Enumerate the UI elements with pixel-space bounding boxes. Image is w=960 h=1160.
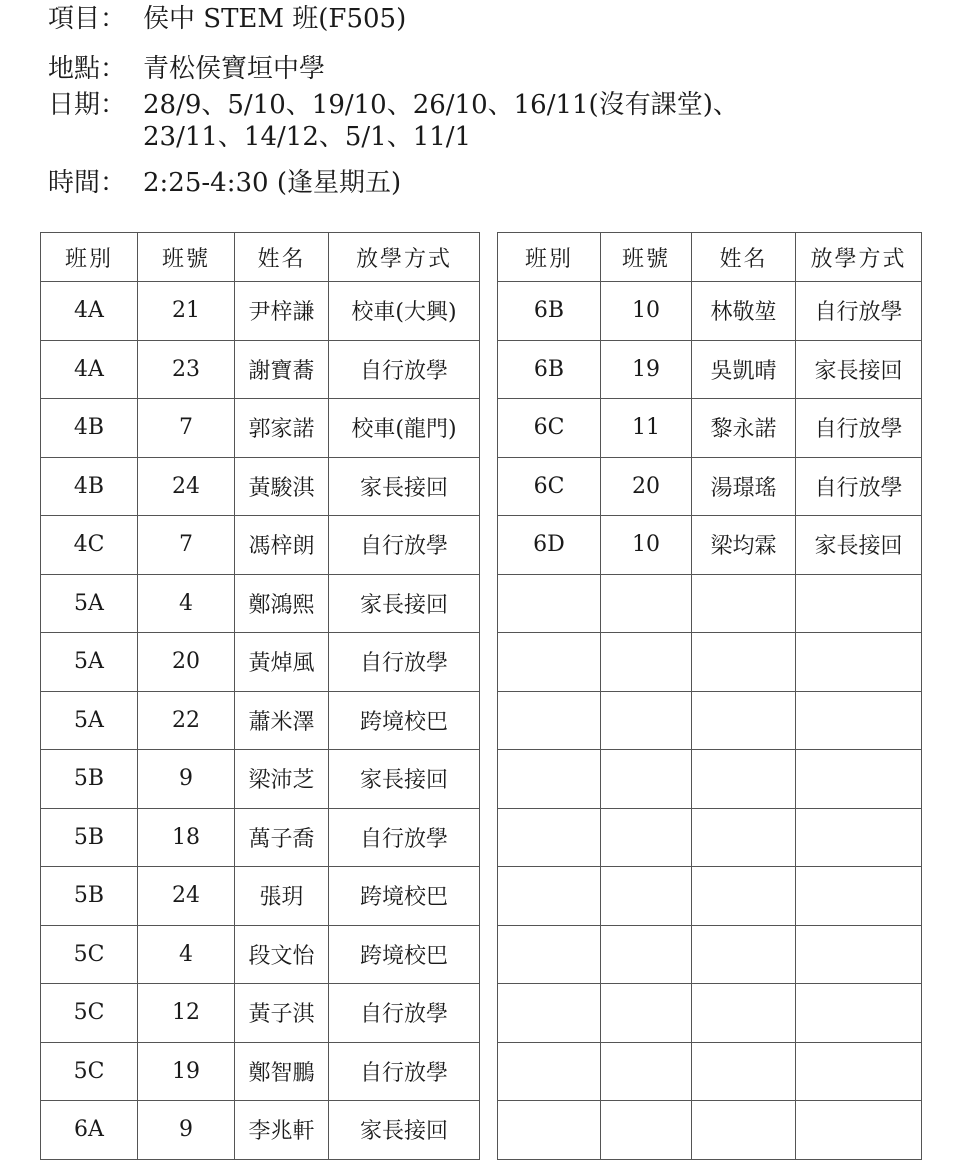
cell-name: 謝寶蕎 xyxy=(235,340,329,399)
cell-class-number: 21 xyxy=(138,282,235,341)
project-label: 項目： xyxy=(48,4,127,34)
cell-class-number: 23 xyxy=(138,340,235,399)
cell-class-number: 4 xyxy=(138,925,235,984)
cell-name xyxy=(692,808,796,867)
table-row xyxy=(498,808,922,867)
cell-class-number xyxy=(601,633,692,692)
table-right-header xyxy=(498,233,922,282)
cell-dismissal-method: 校車(龍門) xyxy=(329,399,480,458)
cell-dismissal-method xyxy=(796,574,922,633)
cell-dismissal-method: 家長接回 xyxy=(329,457,480,516)
cell-dismissal-method xyxy=(796,925,922,984)
cell-name xyxy=(692,1101,796,1160)
cell-class: 6C xyxy=(498,399,601,458)
cell-name: 湯璟瑤 xyxy=(692,457,796,516)
cell-dismissal-method xyxy=(796,1101,922,1160)
header-row xyxy=(41,233,480,282)
cell-dismissal-method: 自行放學 xyxy=(796,457,922,516)
cell-class-number xyxy=(601,1101,692,1160)
table-row xyxy=(41,1101,480,1160)
cell-class: 6A xyxy=(41,1101,138,1160)
cell-dismissal-method: 跨境校巴 xyxy=(329,925,480,984)
table-row xyxy=(41,282,480,341)
table-row xyxy=(41,808,480,867)
cell-dismissal-method: 自行放學 xyxy=(329,633,480,692)
table-row xyxy=(498,1101,922,1160)
cell-name: 蕭米澤 xyxy=(235,691,329,750)
cell-class-number: 10 xyxy=(601,516,692,575)
cell-dismissal-method: 家長接回 xyxy=(329,1101,480,1160)
student-table-right xyxy=(497,232,922,1160)
column-header-name: 姓名 xyxy=(235,233,329,282)
project-value: 侯中 STEM 班(F505) xyxy=(143,4,407,34)
cell-class-number: 9 xyxy=(138,750,235,809)
cell-dismissal-method: 家長接回 xyxy=(329,750,480,809)
cell-dismissal-method: 自行放學 xyxy=(796,399,922,458)
table-left-header xyxy=(41,233,480,282)
cell-class xyxy=(498,633,601,692)
table-row xyxy=(41,340,480,399)
cell-class xyxy=(498,925,601,984)
cell-class-number: 20 xyxy=(601,457,692,516)
cell-dismissal-method: 校車(大興) xyxy=(329,282,480,341)
cell-name: 林敬堃 xyxy=(692,282,796,341)
cell-name: 張玥 xyxy=(235,867,329,926)
dates-value-line1: 28/9、5/10、19/10、26/10、16/11(沒有課堂)、 xyxy=(143,90,739,120)
cell-class-number: 20 xyxy=(138,633,235,692)
cell-class: 5B xyxy=(41,750,138,809)
cell-class: 4B xyxy=(41,457,138,516)
cell-class: 5C xyxy=(41,984,138,1043)
table-row xyxy=(498,399,922,458)
cell-dismissal-method xyxy=(796,750,922,809)
cell-class-number: 7 xyxy=(138,516,235,575)
cell-name xyxy=(692,1042,796,1101)
cell-class: 5A xyxy=(41,574,138,633)
table-row xyxy=(41,984,480,1043)
cell-class-number: 11 xyxy=(601,399,692,458)
table-row xyxy=(41,1042,480,1101)
cell-class xyxy=(498,750,601,809)
cell-class: 5B xyxy=(41,867,138,926)
cell-class-number: 12 xyxy=(138,984,235,1043)
table-row xyxy=(41,867,480,926)
cell-dismissal-method xyxy=(796,1042,922,1101)
cell-dismissal-method: 家長接回 xyxy=(796,516,922,575)
table-row xyxy=(498,867,922,926)
cell-class: 6D xyxy=(498,516,601,575)
cell-dismissal-method: 自行放學 xyxy=(329,516,480,575)
cell-name xyxy=(692,691,796,750)
cell-class-number: 10 xyxy=(601,282,692,341)
cell-class-number xyxy=(601,750,692,809)
cell-dismissal-method xyxy=(796,808,922,867)
cell-class: 5A xyxy=(41,691,138,750)
cell-name: 尹梓謙 xyxy=(235,282,329,341)
cell-class xyxy=(498,808,601,867)
table-row xyxy=(498,633,922,692)
cell-name: 梁沛芝 xyxy=(235,750,329,809)
table-row xyxy=(498,925,922,984)
table-row xyxy=(498,282,922,341)
table-row xyxy=(498,984,922,1043)
cell-dismissal-method xyxy=(796,867,922,926)
dates-line xyxy=(48,89,739,122)
cell-class-number: 22 xyxy=(138,691,235,750)
cell-name: 鄭鴻熙 xyxy=(235,574,329,633)
cell-dismissal-method: 自行放學 xyxy=(329,1042,480,1101)
cell-name xyxy=(692,750,796,809)
cell-dismissal-method: 自行放學 xyxy=(329,808,480,867)
cell-name: 黃子淇 xyxy=(235,984,329,1043)
cell-dismissal-method: 自行放學 xyxy=(329,340,480,399)
cell-name: 郭家諾 xyxy=(235,399,329,458)
column-header-name: 姓名 xyxy=(692,233,796,282)
cell-class-number: 19 xyxy=(601,340,692,399)
table-row xyxy=(41,516,480,575)
cell-class: 5B xyxy=(41,808,138,867)
table-row xyxy=(41,925,480,984)
venue-line xyxy=(48,53,325,86)
cell-class xyxy=(498,1101,601,1160)
student-table-left xyxy=(40,232,480,1160)
cell-name: 吳凱晴 xyxy=(692,340,796,399)
date-label: 日期： xyxy=(48,90,127,120)
cell-class-number: 24 xyxy=(138,867,235,926)
column-header-class-number: 班號 xyxy=(601,233,692,282)
dates-value-line2: 23/11、14/12、5/1、11/1 xyxy=(143,122,472,152)
cell-name: 黎永諾 xyxy=(692,399,796,458)
table-row xyxy=(41,457,480,516)
cell-class xyxy=(498,1042,601,1101)
column-header-class-number: 班號 xyxy=(138,233,235,282)
cell-dismissal-method: 自行放學 xyxy=(796,282,922,341)
cell-class-number: 9 xyxy=(138,1101,235,1160)
cell-dismissal-method xyxy=(796,691,922,750)
column-header-class: 班別 xyxy=(498,233,601,282)
table-row xyxy=(498,691,922,750)
column-header-class: 班別 xyxy=(41,233,138,282)
cell-class xyxy=(498,574,601,633)
cell-class: 5C xyxy=(41,1042,138,1101)
cell-class xyxy=(498,984,601,1043)
cell-class: 5A xyxy=(41,633,138,692)
cell-class: 4A xyxy=(41,340,138,399)
cell-class: 6B xyxy=(498,282,601,341)
cell-class-number: 18 xyxy=(138,808,235,867)
cell-class-number: 19 xyxy=(138,1042,235,1101)
cell-dismissal-method xyxy=(796,633,922,692)
cell-name xyxy=(692,633,796,692)
table-row xyxy=(41,633,480,692)
time-label: 時間： xyxy=(48,168,127,198)
cell-class-number xyxy=(601,691,692,750)
time-line xyxy=(48,167,401,200)
table-row xyxy=(41,399,480,458)
cell-name: 萬子喬 xyxy=(235,808,329,867)
column-header-dismissal-method: 放學方式 xyxy=(796,233,922,282)
cell-class: 4C xyxy=(41,516,138,575)
cell-dismissal-method xyxy=(796,984,922,1043)
cell-name xyxy=(692,984,796,1043)
cell-class-number xyxy=(601,867,692,926)
table-row xyxy=(41,691,480,750)
time-value: 2:25-4:30 (逢星期五) xyxy=(143,168,402,198)
cell-class-number xyxy=(601,984,692,1043)
table-row xyxy=(498,750,922,809)
table-row xyxy=(41,750,480,809)
cell-class xyxy=(498,691,601,750)
venue-label: 地點： xyxy=(48,54,127,84)
column-header-dismissal-method: 放學方式 xyxy=(329,233,480,282)
table-row xyxy=(498,1042,922,1101)
cell-class-number: 24 xyxy=(138,457,235,516)
cell-class: 6C xyxy=(498,457,601,516)
cell-name: 李兆軒 xyxy=(235,1101,329,1160)
cell-class xyxy=(498,867,601,926)
table-row xyxy=(41,574,480,633)
header-row xyxy=(498,233,922,282)
cell-dismissal-method: 家長接回 xyxy=(329,574,480,633)
venue-value: 青松侯寶垣中學 xyxy=(143,54,326,84)
cell-class-number xyxy=(601,925,692,984)
cell-dismissal-method: 跨境校巴 xyxy=(329,867,480,926)
cell-class: 4B xyxy=(41,399,138,458)
table-row xyxy=(498,574,922,633)
table-row xyxy=(498,457,922,516)
cell-class-number: 7 xyxy=(138,399,235,458)
project-line xyxy=(48,3,406,36)
cell-name: 鄭智鵬 xyxy=(235,1042,329,1101)
cell-class-number xyxy=(601,574,692,633)
cell-dismissal-method: 跨境校巴 xyxy=(329,691,480,750)
cell-name: 黃焯風 xyxy=(235,633,329,692)
cell-name: 梁均霖 xyxy=(692,516,796,575)
cell-class: 5C xyxy=(41,925,138,984)
cell-class: 4A xyxy=(41,282,138,341)
table-left-body xyxy=(41,282,480,1160)
cell-name: 段文怡 xyxy=(235,925,329,984)
table-right-body xyxy=(498,282,922,1160)
cell-class: 6B xyxy=(498,340,601,399)
cell-class-number xyxy=(601,1042,692,1101)
cell-class-number: 4 xyxy=(138,574,235,633)
cell-dismissal-method: 自行放學 xyxy=(329,984,480,1043)
cell-dismissal-method: 家長接回 xyxy=(796,340,922,399)
cell-name xyxy=(692,925,796,984)
cell-class-number xyxy=(601,808,692,867)
table-row xyxy=(498,340,922,399)
table-row xyxy=(498,516,922,575)
dates-block xyxy=(48,89,739,152)
cell-name xyxy=(692,574,796,633)
cell-name xyxy=(692,867,796,926)
cell-name: 黃駿淇 xyxy=(235,457,329,516)
cell-name: 馮梓朗 xyxy=(235,516,329,575)
